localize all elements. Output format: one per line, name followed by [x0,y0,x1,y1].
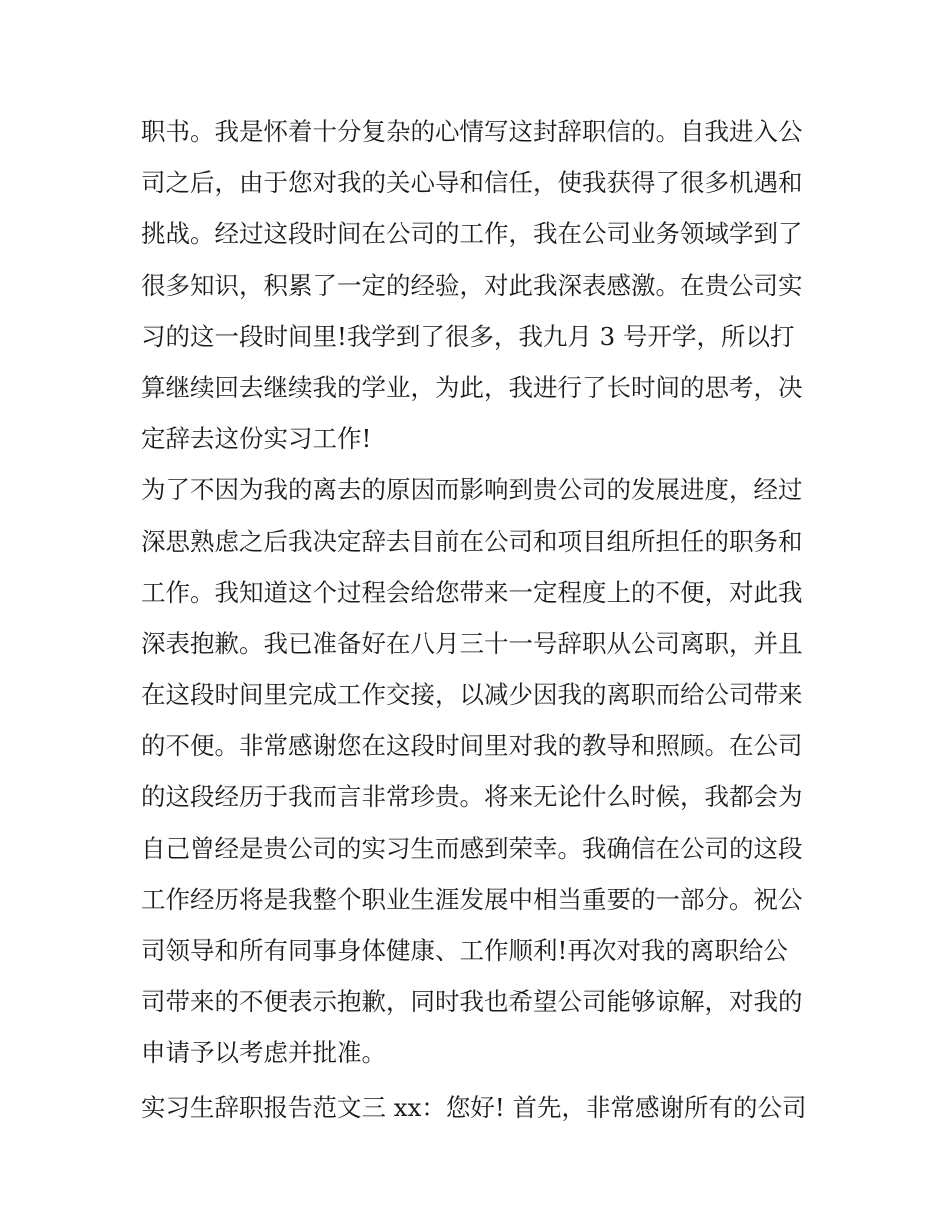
text-line: 司带来的不便表示抱歉，同时我也希望公司能够谅解，对我的 [141,987,803,1017]
text-line: 工作经历将是我整个职业生涯发展中相当重要的一部分。祝公 [141,884,803,914]
text-line: 申请予以考虑并批准。 [141,1038,386,1068]
text-line: 在这段时间里完成工作交接，以减少因我的离职而给公司带来 [141,680,803,710]
document-body [141,106,813,1137]
text-line: 定辞去这份实习工作! [141,424,372,454]
text-line: 司之后，由于您对我的关心导和信任，使我获得了很多机遇和 [141,168,803,198]
text-line: 很多知识，积累了一定的经验，对此我深表感激。在贵公司实 [141,270,803,300]
text-line: 深表抱歉。我已准备好在八月三十一号辞职从公司离职，并且 [141,628,803,658]
text-line: 为了不因为我的离去的原因而影响到贵公司的发展进度，经过 [141,475,803,505]
text-line: 司领导和所有同事身体健康、工作顺利!再次对我的离职给公 [141,936,788,965]
text-line: 挑战。经过这段时间在公司的工作，我在公司业务领域学到了 [141,219,803,249]
text-line: 的不便。非常感谢您在这段时间里对我的教导和照顾。在公司 [141,731,803,761]
text-line: 深思熟虑之后我决定辞去目前在公司和项目组所担任的职务和 [141,526,803,556]
text-line: 职书。我是怀着十分复杂的心情写这封辞职信的。自我进入公 [141,117,803,146]
text-line: 工作。我知道这个过程会给您带来一定程度上的不便，对此我 [141,577,803,607]
text-line: 的这段经历于我而言非常珍贵。将来无论什么时候，我都会为 [141,782,803,812]
text-line: 习的这一段时间里!我学到了很多，我九月 3 号开学，所以打 [141,321,795,351]
text-line: 实习生辞职报告范文三 xx：您好! 首先，非常感谢所有的公司 [141,1092,807,1122]
text-line: 算继续回去继续我的学业，为此，我进行了长时间的思考，决 [141,372,803,402]
text-line: 自己曾经是贵公司的实习生而感到荣幸。我确信在公司的这段 [141,833,803,863]
